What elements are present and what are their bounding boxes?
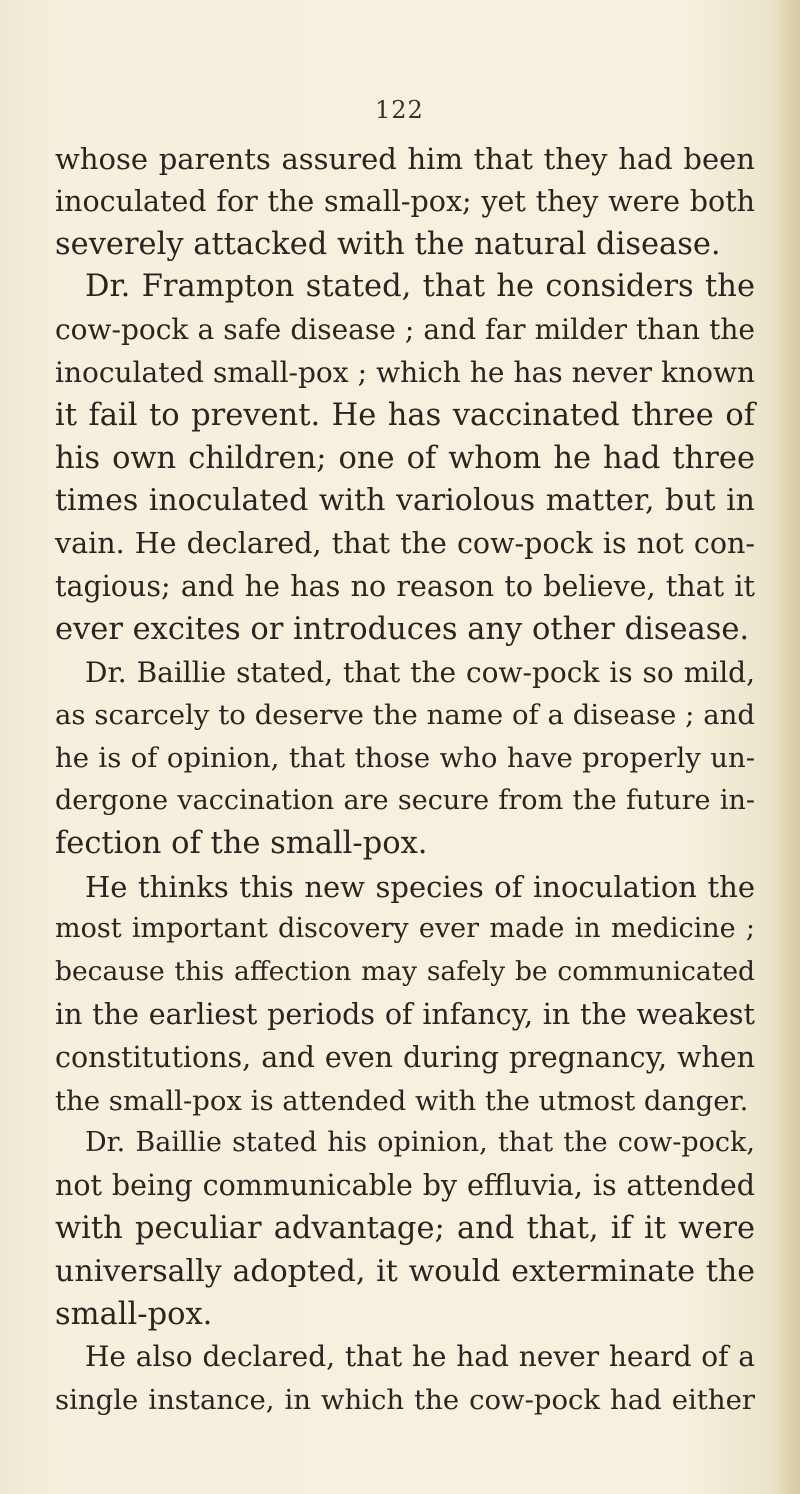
text-line: Dr. Baillie stated his opinion, that the cow-pock, <box>85 1127 755 1159</box>
text-line: fection of the small-pox. <box>55 825 428 861</box>
text-line: He also declared, that he had never heard of a <box>85 1340 755 1374</box>
text-line: as scarcely to deserve the name of a disease ; and <box>55 699 755 732</box>
text-line: it fail to prevent. He has vaccinated three of <box>55 397 755 433</box>
text-line: small-pox. <box>55 1296 213 1332</box>
text-line: because this affection may safely be communicated <box>55 956 755 988</box>
text-line: he is of opinion, that those who have properly un- <box>55 742 755 775</box>
text-line: ever excites or introduces any other disease. <box>55 611 750 647</box>
text-line: dergone vaccination are secure from the future in- <box>55 784 755 816</box>
text-line: most important discovery ever made in medicine ; <box>55 913 755 945</box>
text-line: times inoculated with variolous matter, but in <box>55 483 755 519</box>
body-text <box>55 138 755 1422</box>
text-line: in the earliest periods of infancy, in the weakest <box>55 997 755 1031</box>
text-line: inoculated small-pox ; which he has never known <box>55 355 755 389</box>
text-line: He thinks this new species of inoculation the <box>85 869 755 904</box>
text-line: severely attacked with the natural disease. <box>55 226 721 262</box>
text-line: vain. He declared, that the cow-pock is not con- <box>55 527 755 561</box>
text-line: the small-pox is attended with the utmost danger. <box>55 1084 749 1117</box>
text-line: Dr. Baillie stated, that the cow-pock is so mild, <box>85 655 755 689</box>
text-line: constitutions, and even during pregnancy, when <box>55 1040 755 1074</box>
page-edge <box>774 0 800 1494</box>
text-line: single instance, in which the cow-pock had either <box>55 1384 755 1417</box>
text-line: universally adopted, it would exterminate the <box>55 1253 755 1289</box>
text-line: his own children; one of whom he had three <box>55 440 755 476</box>
text-line: with peculiar advantage; and that, if it were <box>55 1210 755 1246</box>
text-line: not being communicable by effluvia, is attended <box>55 1169 755 1203</box>
page-number: 122 <box>375 96 424 124</box>
text-line: Dr. Frampton stated, that he considers the <box>85 269 755 305</box>
text-line: tagious; and he has no reason to believe, that it <box>55 569 755 603</box>
text-line: inoculated for the small-pox; yet they were both <box>55 184 755 218</box>
text-line: whose parents assured him that they had been <box>55 142 755 176</box>
text-line: cow-pock a safe disease ; and far milder than the <box>55 313 755 347</box>
